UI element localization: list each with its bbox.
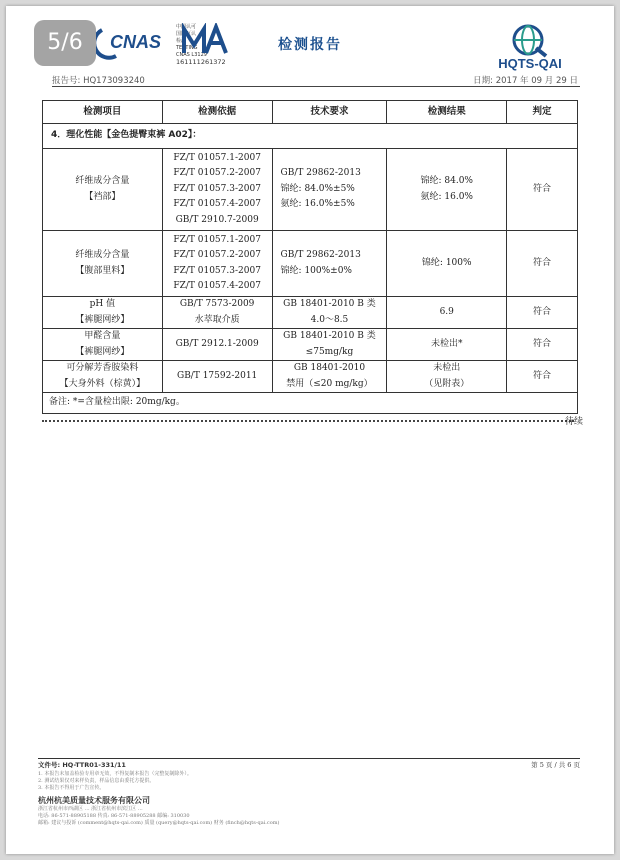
col-header-item: 检测项目 (43, 101, 163, 124)
cell-verdict: 符合 (507, 361, 578, 393)
cell-verdict: 符合 (507, 329, 578, 361)
col-header-requirement: 技术要求 (272, 101, 387, 124)
table-header-row (43, 101, 578, 124)
cell-result: 6.9 (387, 297, 507, 329)
note-row (43, 393, 578, 414)
continued-label: 待续 (565, 417, 584, 427)
cell-requirement: GB/T 29862-2013 锦纶: 84.0%±5% 氨纶: 16.0%±5% (272, 149, 387, 231)
table-row (43, 361, 578, 393)
page-indicator: 5/6 (34, 20, 96, 66)
table-row (43, 329, 578, 361)
cnas-caption: 中国认可 国际互认 检测 TESTING CNAS L3129 (176, 24, 207, 58)
svg-text:MA: MA (180, 23, 182, 24)
col-header-result: 检测结果 (387, 101, 507, 124)
cell-requirement: GB 18401-2010 禁用（≤20 mg/kg） (272, 361, 387, 393)
cell-item: 纤维成分含量 【腹部里料】 (43, 231, 163, 297)
col-header-basis: 检测依据 (162, 101, 272, 124)
company-address: 浙江省杭州市西湖区 … 浙江省杭州市滨江区 … 电话: 86-571-88905188 传真: 86-571-88905288 邮编: 310030 邮箱: 建议与投诉 (comment@hqts-qai.com) 质量 (query@hqts-qai.com) 财务 (finch@hqts-qai.com) (38, 806, 280, 826)
continued-divider (42, 420, 574, 422)
table-row (43, 231, 578, 297)
hqts-globe-icon (500, 22, 560, 58)
report-number: 报告号: HQ173093240 (52, 76, 145, 86)
section-row (43, 124, 578, 149)
cell-basis: GB/T 7573-2009 水萃取介质 (162, 297, 272, 329)
footer-notes: 1. 本报告未加盖检验专用章无效，不得复制本报告（完整复制除外）。 2. 测试结果仅对来样负责，样品信息由委托方提供。 3. 本报告不得用于广告宣传。 (38, 771, 192, 791)
cma-number: 161111261372 (176, 58, 226, 66)
cell-result: 未检出* (387, 329, 507, 361)
cell-item: pH 值 【裤腿网纱】 (43, 297, 163, 329)
cell-basis: GB/T 17592-2011 (162, 361, 272, 393)
header-divider (52, 86, 580, 87)
page-number: 第 5 页 / 共 6 页 (531, 761, 580, 769)
cell-verdict: 符合 (507, 297, 578, 329)
cell-verdict: 符合 (507, 231, 578, 297)
test-results-table (42, 100, 578, 414)
col-header-verdict: 判定 (507, 101, 578, 124)
hqts-logo-text: HQTS-QAI (498, 56, 562, 71)
table-note: 备注: *=含量检出限: 20mg/kg。 (43, 393, 578, 414)
cell-basis: FZ/T 01057.1-2007 FZ/T 01057.2-2007 FZ/T 01057.3-2007 FZ/T 01057.4-2007 GB/T 2910.7-2009 (162, 149, 272, 231)
cell-requirement: GB/T 29862-2013 锦纶: 100%±0% (272, 231, 387, 297)
report-date: 日期: 2017 年 09 月 29 日 (473, 76, 578, 86)
cell-basis: GB/T 2912.1-2009 (162, 329, 272, 361)
document-number: 文件号: HQ-TTR01-331/11 (38, 761, 126, 769)
table-row (43, 149, 578, 231)
cell-verdict: 符合 (507, 149, 578, 231)
footer-divider (38, 758, 580, 759)
cell-requirement: GB 18401-2010 B 类 4.0～8.5 (272, 297, 387, 329)
cell-item: 纤维成分含量 【裆部】 (43, 149, 163, 231)
cell-basis: FZ/T 01057.1-2007 FZ/T 01057.2-2007 FZ/T 01057.3-2007 FZ/T 01057.4-2007 (162, 231, 272, 297)
cell-requirement: GB 18401-2010 B 类 ≤75mg/kg (272, 329, 387, 361)
company-name: 杭州杭美质量技术服务有限公司 (38, 796, 150, 805)
table-row (43, 297, 578, 329)
cell-item: 可分解芳香胺染料 【大身外料（棕黄）】 (43, 361, 163, 393)
cnas-logo-text: CNAS (110, 32, 162, 52)
section-title: 4．理化性能【金色提臀束裤 A02】： (43, 124, 578, 149)
document-title: 检测报告 (278, 37, 342, 53)
cell-result: 锦纶: 100% (387, 231, 507, 297)
cell-item: 甲醛含量 【裤腿网纱】 (43, 329, 163, 361)
cell-result: 锦纶: 84.0% 氨纶: 16.0% (387, 149, 507, 231)
cell-result: 未检出 （见附表） (387, 361, 507, 393)
